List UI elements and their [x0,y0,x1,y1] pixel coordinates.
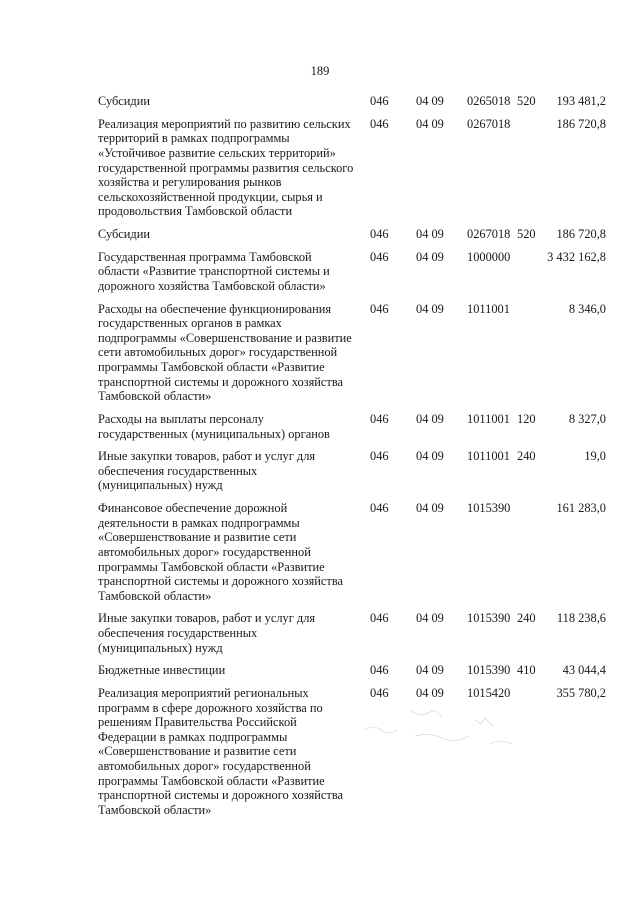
expense-name: Расходы на обеспечение функционирования государственных органов в рамках подпрограммы «Совершенствование и развитие сети автомобильных дорог» государственной программы Тамбовской области «Развитие транспортной системы и дорожного хозяйства Тамбовской области» [98,301,352,404]
expense-name: Иные закупки товаров, работ и услуг для обеспечения государственных (муниципальных) нужд [98,611,316,655]
section-code: 04 09 [416,411,444,426]
expense-name: Бюджетные инвестиции [98,663,226,678]
amount: 8 327,0 [568,411,606,426]
amount: 193 481,2 [556,94,606,108]
scan-smudge [355,700,535,760]
amount: 118 238,6 [556,611,606,626]
target-item-code: 1015420 [467,685,511,700]
page-number: 189 [310,64,330,78]
expense-name: Субсидии [98,227,150,241]
expense-type-code: 520 [517,94,536,108]
department-code: 046 [370,685,389,700]
target-item-code: 0265018 [467,94,511,108]
expense-name: Расходы на выплаты персоналу государственных (муниципальных) органов [98,411,330,441]
section-code: 04 09 [416,116,444,131]
amount: 186 720,8 [556,116,606,131]
expense-name: Реализация мероприятий региональных программ в сфере дорожного хозяйства по решениям Правительства Российской Федерации в рамках подпрограммы «Совершенствование и развитие сети автомобильных дорог» государственной программы Тамбовской области «Развитие транспортной системы и дорожного хозяйства Тамбовской области» [98,685,344,817]
expense-name: Финансовое обеспечение дорожной деятельности в рамках подпрограммы «Совершенствование и развитие сети автомобильных дорог» государственной программы Тамбовской области «Развитие транспортной системы и дорожного хозяйства Тамбовской области» [98,501,344,603]
expense-type-code: 520 [517,227,536,241]
amount: 355 780,2 [556,685,606,700]
expense-name: Иные закупки товаров, работ и услуг для обеспечения государственных (муниципальных) нужд [98,449,316,493]
department-code: 046 [370,94,389,108]
table-row [98,663,606,686]
department-code: 046 [370,249,389,264]
expense-name: Субсидии [98,94,150,108]
department-code: 046 [370,301,389,316]
expense-type-code [517,250,547,302]
table-row [98,302,606,412]
section-code: 04 09 [416,301,444,316]
section-code: 04 09 [416,501,444,515]
table-row [98,227,606,250]
expense-type-code: 240 [517,611,536,626]
department-code: 046 [370,116,389,131]
department-code: 046 [370,411,389,426]
table-row [98,117,606,227]
section-code: 04 09 [416,227,444,241]
expense-name: Реализация мероприятий по развитию сельских территорий в рамках подпрограммы «Устойчивое развитие сельских территорий» государственной программы развития сельского хозяйства и регулирования рынков сельскохозяйственной продукции, сырья и продовольствия Тамбовской области [98,116,354,219]
target-item-code: 0267018 [467,116,511,131]
amount: 161 283,0 [556,501,606,515]
expense-type-code: 240 [517,449,536,464]
department-code: 046 [370,611,389,626]
expense-type-code: 120 [517,411,536,426]
table-row [98,611,606,663]
target-item-code: 1015390 [467,501,511,515]
expense-type-code [517,501,547,611]
section-code: 04 09 [416,685,444,700]
table-row [98,412,606,449]
expense-type-code [517,302,547,412]
department-code: 046 [370,227,389,241]
target-item-code: 1011001 [467,301,510,316]
expense-type-code: 410 [517,663,536,678]
target-item-code: 1011001 [467,411,510,426]
amount: 43 044,4 [562,663,606,678]
amount: 19,0 [584,449,606,464]
table-row [98,449,606,501]
section-code: 04 09 [416,611,444,626]
section-code: 04 09 [416,249,444,264]
expense-type-code [517,117,547,227]
department-code: 046 [370,663,389,678]
section-code: 04 09 [416,449,444,464]
expense-name: Государственная программа Тамбовской области «Развитие транспортной системы и дорожного хозяйства Тамбовской области» [98,249,330,293]
target-item-code: 1000000 [467,249,511,264]
table-row [98,501,606,611]
amount: 186 720,8 [556,227,606,241]
target-item-code: 1015390 [467,611,511,626]
section-code: 04 09 [416,94,444,108]
department-code: 046 [370,501,389,515]
table-row [98,250,606,302]
amount: 8 346,0 [568,301,606,316]
department-code: 046 [370,449,389,464]
target-item-code: 1015390 [467,663,511,678]
section-code: 04 09 [416,663,444,678]
target-item-code: 0267018 [467,227,511,241]
amount: 3 432 162,8 [547,249,606,264]
target-item-code: 1011001 [467,449,510,464]
table-row [98,94,606,117]
